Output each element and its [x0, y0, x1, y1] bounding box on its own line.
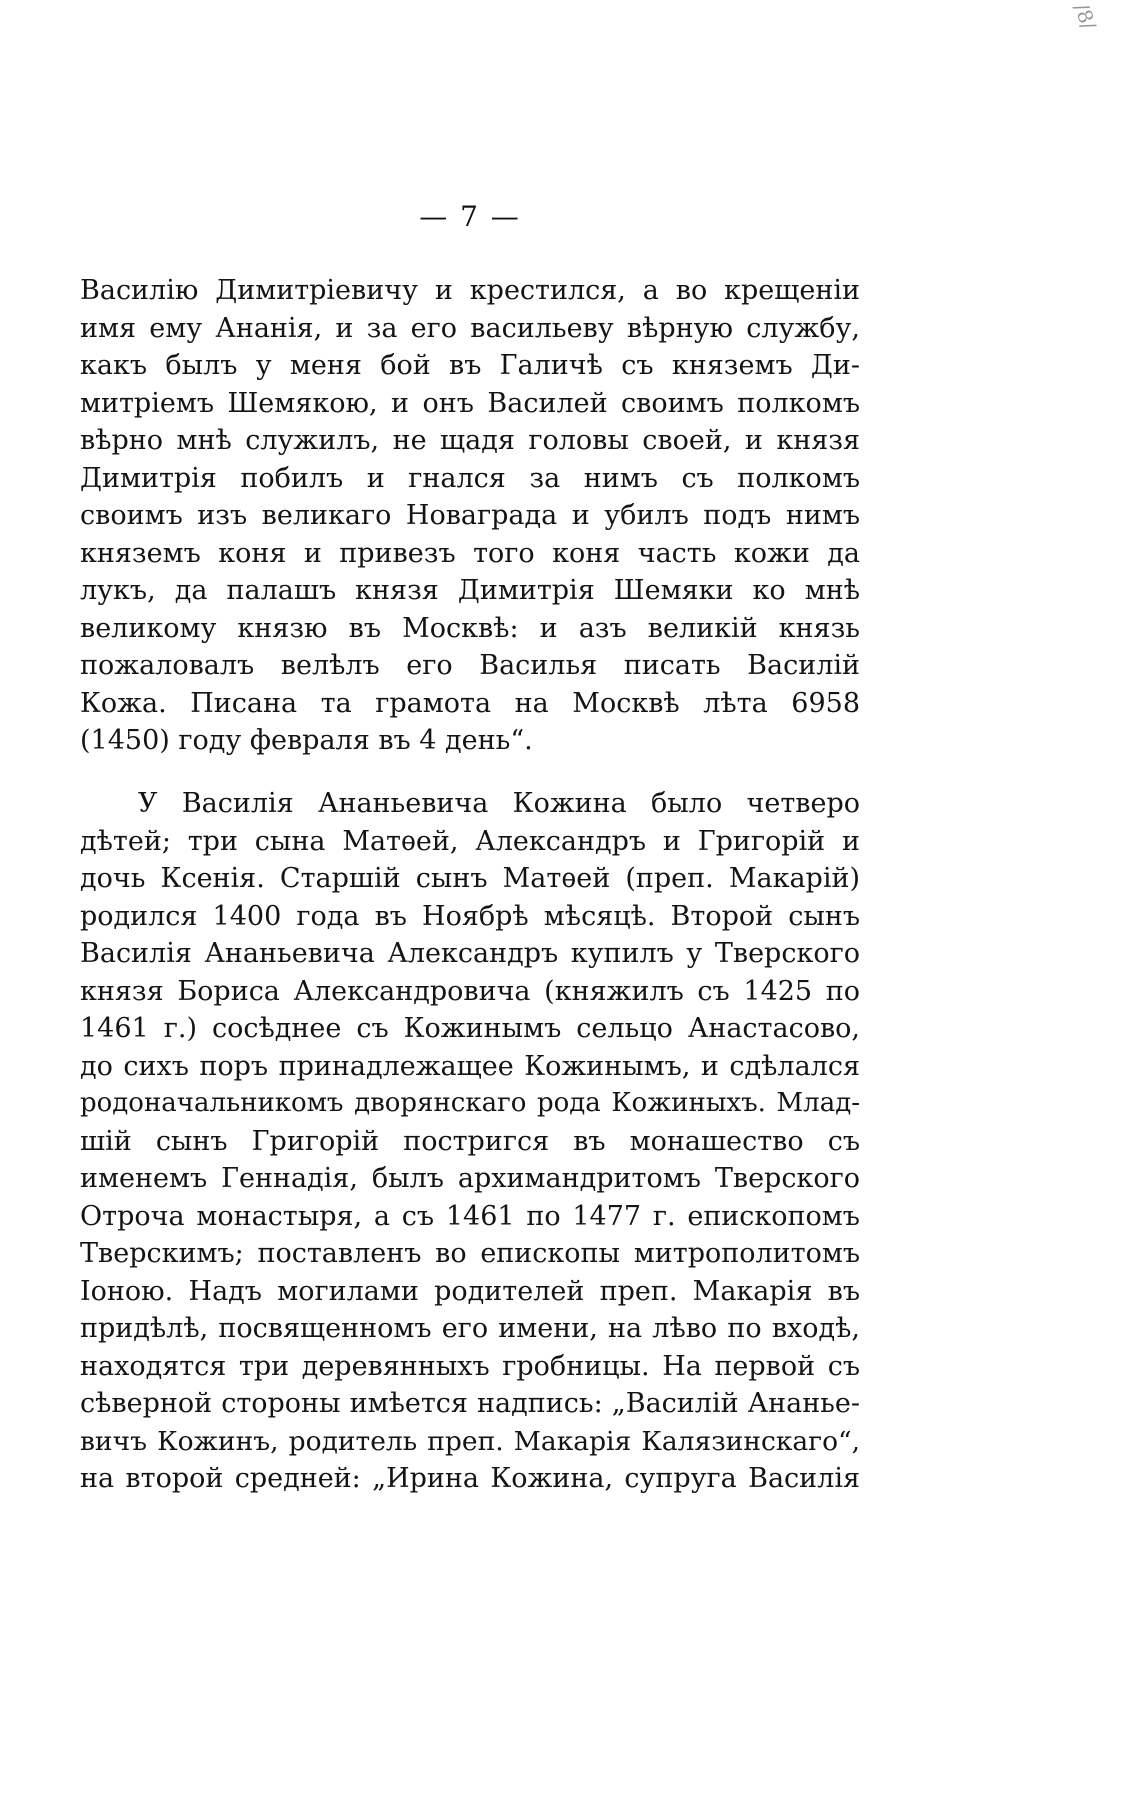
- text-line: придѣлѣ, посвященномъ его имени, на лѣво по входѣ,: [80, 1313, 860, 1344]
- margin-pencil-mark: /8/: [1069, 0, 1101, 33]
- text-line: до сихъ поръ принадлежащее Кожинымъ, и сдѣлался: [80, 1050, 860, 1082]
- text-line: родоначальникомъ дворянскаго рода Кожиныхъ. Млад-: [80, 1088, 860, 1118]
- text-line: Василія Ананьевича Александръ купилъ у Тверского: [80, 938, 860, 969]
- text-line: сѣверной стороны имѣется надпись: „Василій Ананье-: [80, 1388, 860, 1419]
- paragraph-2: [80, 785, 860, 1498]
- text-line: именемъ Геннадія, былъ архимандритомъ Тверского: [80, 1163, 860, 1194]
- text-line: Кожа. Писана та грамота на Москвѣ лѣта 6958: [80, 687, 860, 719]
- text-line: вѣрно мнѣ служилъ, не щадя головы своей, и князя: [80, 425, 860, 456]
- text-line: лукъ, да палашъ князя Димитрія Шемяки ко мнѣ: [80, 575, 860, 606]
- text-line: имя ему Ананія, и за его васильеву вѣрную службу,: [80, 312, 860, 344]
- text-line: Іоною. Надъ могилами родителей преп. Макарія въ: [80, 1275, 860, 1307]
- text-line: дѣтей; три сына Матѳей, Александръ и Григорій и: [80, 825, 860, 857]
- text-line: вичъ Кожинъ, родитель преп. Макарія Калязинскаго“,: [80, 1425, 860, 1457]
- text-line: родился 1400 года въ Ноябрѣ мѣсяцѣ. Второй сынъ: [80, 900, 860, 932]
- text-line: на второй средней: „Ирина Кожина, супруга Василія: [80, 1463, 860, 1494]
- text-line: Василію Димитріевичу и крестился, а во крещеніи: [80, 275, 860, 306]
- text-line: митріемъ Шемякою, и онъ Василей своимъ полкомъ: [80, 387, 860, 419]
- paragraph-1: [80, 272, 860, 760]
- text-line: находятся три деревянныхъ гробницы. На первой съ: [80, 1350, 860, 1382]
- text-line: князя Бориса Александровича (княжилъ съ 1425 по: [80, 975, 860, 1007]
- text-line: У Василія Ананьевича Кожина было четверо: [138, 788, 860, 819]
- text-line: своимъ изъ великаго Новаграда и убилъ подъ нимъ: [80, 500, 860, 531]
- text-line: Димитрія побилъ и гнался за нимъ съ полкомъ: [80, 462, 860, 494]
- text-line: пожаловалъ велѣлъ его Василья писать Василій: [80, 650, 860, 681]
- text-line: великому князю въ Москвѣ: и азъ великій князь: [80, 612, 860, 644]
- text-line: Тверскимъ; поставленъ во епископы митрополитомъ: [80, 1238, 860, 1269]
- text-line: княземъ коня и привезъ того коня часть кожи да: [80, 537, 860, 569]
- page-number: — 7 —: [419, 200, 521, 233]
- text-line: Отроча монастыря, а съ 1461 по 1477 г. епископомъ: [80, 1200, 860, 1232]
- text-line: шій сынъ Григорій постригся въ монашество съ: [80, 1125, 860, 1157]
- text-line: (1450) году февраля въ 4 день“.: [80, 725, 533, 756]
- text-line: 1461 г.) сосѣднее съ Кожинымъ сельцо Анастасово,: [80, 1013, 860, 1044]
- text-line: дочь Ксенія. Старшій сынъ Матѳей (преп. Макарій): [80, 863, 860, 894]
- text-line: какъ былъ у меня бой въ Галичѣ съ княземъ Ди-: [80, 350, 860, 381]
